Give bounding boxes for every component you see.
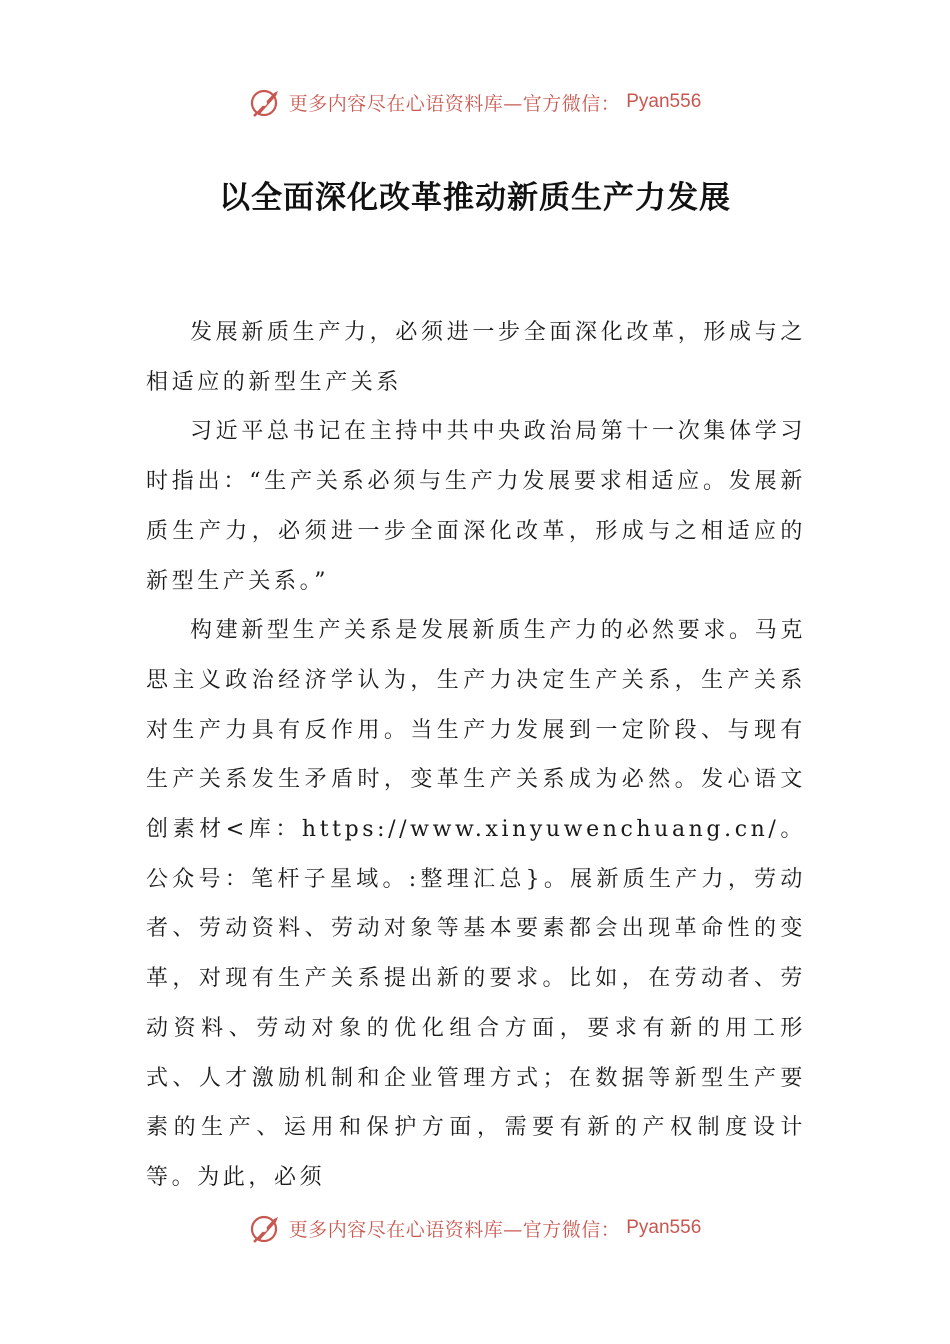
pen-logo-icon bbox=[249, 1211, 283, 1245]
document-title: 以全面深化改革推动新质生产力发展 bbox=[219, 180, 731, 216]
paragraph: 构建新型生产关系是发展新质生产力的必然要求。马克思主义政治经济学认为，生产力决定生产关系，生产关系对生产力具有反作用。当生产力发展到一定阶段、与现有生产关系发生矛盾时，变革生产关系成为必然。发心语文创素材<库：https://www.xinyuwenchuang.cn/。公众号：笔杆子星域。:整理汇总}。展新质生产力，劳动者、劳动资料、劳动对象等基本要素都会出现革命性的变革，对现有生产关系提出新的要求。比如，在劳动者、劳动资料、劳动对象的优化组合方面，要求有新的用工形式、人才激励机制和企业管理方式；在数据等新型生产要素的生产、运用和保护方面，需要有新的产权制度设计等。为此，必须 bbox=[146, 618, 806, 1190]
banner-text: 更多内容尽在心语资料库—官方微信： bbox=[288, 1218, 621, 1241]
header-banner bbox=[0, 82, 950, 122]
banner-wechat-id: Pyan556 bbox=[626, 1217, 702, 1238]
document-body bbox=[146, 308, 806, 1203]
banner-wechat-id: Pyan556 bbox=[626, 91, 702, 112]
paragraph: 发展新质生产力，必须进一步全面深化改革，形成与之相适应的新型生产关系 bbox=[146, 320, 806, 395]
paragraph: 习近平总书记在主持中共中央政治局第十一次集体学习时指出：“生产关系必须与生产力发展要求相适应。发展新质生产力，必须进一步全面深化改革，形成与之相适应的新型生产关系。” bbox=[146, 419, 806, 594]
footer-banner bbox=[0, 1208, 950, 1248]
pen-logo-icon bbox=[249, 85, 283, 119]
banner-text: 更多内容尽在心语资料库—官方微信： bbox=[288, 92, 621, 115]
